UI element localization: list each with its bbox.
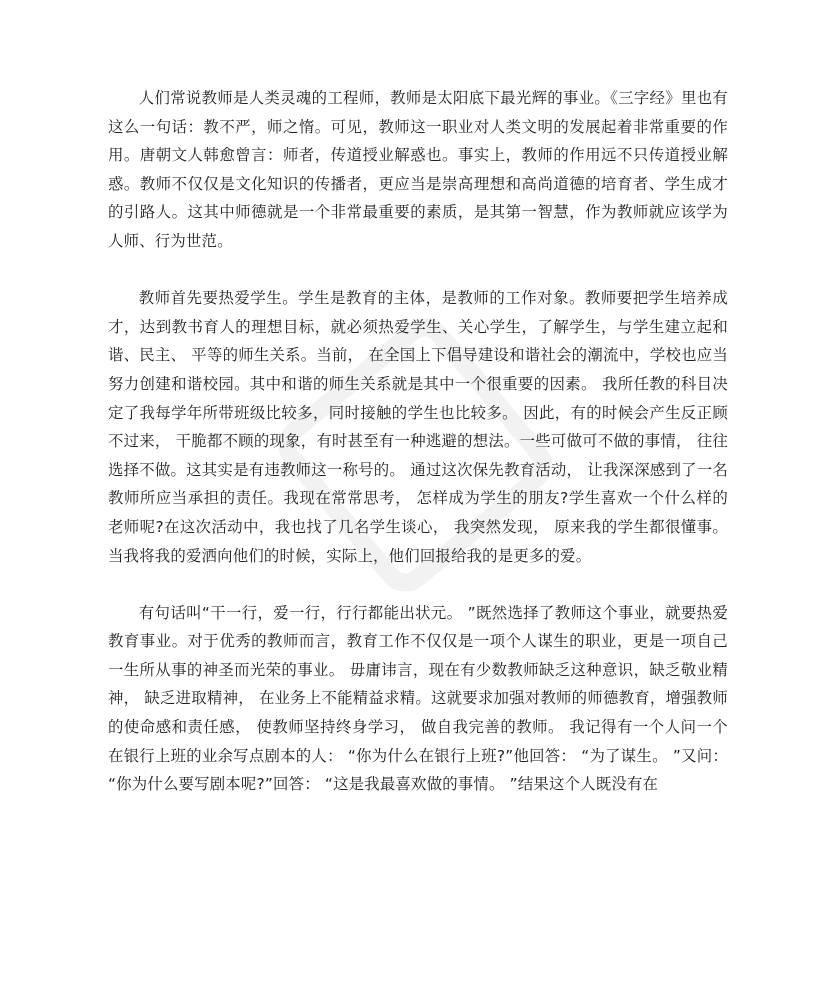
article-body xyxy=(108,84,728,799)
paragraph-2: 教师首先要热爱学生。学生是教育的主体，是教师的工作对象。教师要把学生培养成才，达到教书育人的理想目标，就必须热爱学生、关心学生，了解学生，与学生建立起和谐、民主、 平等的师生关系。当前， 在全国上下倡导建设和谐社会的潮流中，学校也应当努力创建和谐校园。其中和谐的师生关系就是其中一个很重要的因素。 我所任教的科目决定了我每学年所带班级比较多，同时接触的学生也比较多。 因此，有的时候会产生反正顾不过来， 干脆都不顾的现象，有时甚至有一种逃避的想法。一些可做可不做的事情， 往往选择不做。这其实是有违教师这一称号的。 通过这次保先教育活动， 让我深深感到了一名教师所应当承担的责任。我现在常常思考， 怎样成为学生的朋友?学生喜欢一个什么样的老师呢?在这次活动中，我也找了几名学生谈心， 我突然发现， 原来我的学生都很懂事。当我将我的爱洒向他们的时候，实际上，他们回报给我的是更多的爱。 xyxy=(108,289,728,565)
paragraph-1: 人们常说教师是人类灵魂的工程师，教师是太阳底下最光辉的事业。《三字经》里也有这么一句话：教不严，师之惰。可见，教师这一职业对人类文明的发展起着非常重要的作用。唐朝文人韩愈曾言：师者，传道授业解惑也。事实上，教师的作用远不只传道授业解惑。教师不仅仅是文化知识的传播者，更应当是崇高理想和高尚道德的培育者、学生成才的引路人。这其中师德就是一个非常最重要的素质，是其第一智慧，作为教师就应该学为人师、行为世范。 xyxy=(108,89,728,250)
paragraph-3: 有句话叫“干一行，爱一行，行行都能出状元。 ”既然选择了教师这个事业，就要热爱教育事业。对于优秀的教师而言，教育工作不仅仅是一项个人谋生的职业，更是一项自己一生所从事的神圣而光荣的事业。 毋庸讳言，现在有少数教师缺乏这种意识，缺乏敬业精神， 缺乏进取精神， 在业务上不能精益求精。这就要求加强对教师的师德教育，增强教师的使命感和责任感， 使教师坚持终身学习， 做自我完善的教师。 我记得有一个人问一个在银行上班的业余写点剧本的人： “你为什么在银行上班?”他回答： “为了谋生。 ”又问： “你为什么要写剧本呢?”回答： “这是我最喜欢做的事情。 ”结果这个人既没有在 xyxy=(108,603,728,794)
